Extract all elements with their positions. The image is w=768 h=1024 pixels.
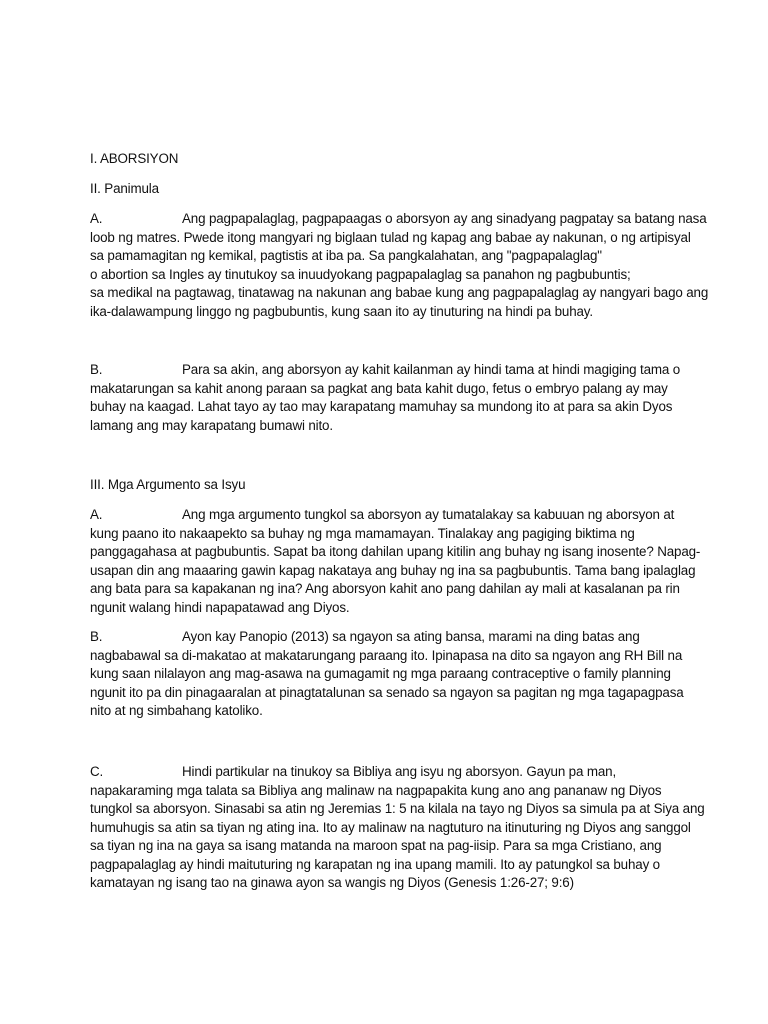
paragraph-line: usapan din ang maaaring gawin kapag nakataya ang buhay ng ina sa pagbubuntis. Tama bang ipalaglag xyxy=(90,562,696,578)
paragraph-line: loob ng matres. Pwede itong mangyari ng biglaan tulad ng kapag ang babae ay nakunan, o ng artipisyal xyxy=(90,229,691,245)
paragraph-marker: A. xyxy=(90,507,103,522)
paragraph-line: panggagahasa at pagbubuntis. Sapat ba itong dahilan upang kitilin ang buhay ng isang inosente? Napag- xyxy=(90,544,701,559)
paragraph-line: Hindi partikular na tinukoy sa Bibliya ang isyu ng aborsyon. Gayun pa man, xyxy=(182,764,617,779)
paragraph-line: Ayon kay Panopio (2013) sa ngayon sa ating bansa, marami na ding batas ang xyxy=(182,629,640,644)
paragraph-line: kung saan nilalayon ang mag-asawa na gumagamit ng mga paraang contraceptive o family planning xyxy=(90,666,671,681)
paragraph-marker: B. xyxy=(90,362,103,377)
paragraph-line: sa medikal na pagtawag, tinatawag na nakunan ang babae kung ang pagpapalaglag ay nangyari bago ang xyxy=(90,285,709,300)
paragraph-line: buhay na kaagad. Lahat tayo ay tao may karapatang mamuhay sa mundong ito at para sa akin Dyos xyxy=(90,399,673,414)
paragraph-line: ika-dalawampung linggo ng pagbubuntis, kung saan ito ay tinuturing na hindi pa buhay. xyxy=(90,303,593,319)
paragraph-argumento-b xyxy=(90,628,690,721)
paragraph-line: sa pamamagitan ng kemikal, pagtistis at iba pa. Sa pangkalahatan, ang "pagpapalaglag" xyxy=(90,248,602,263)
paragraph-line: Para sa akin, ang aborsyon ay kahit kailanman ay hindi tama at hindi magiging tama o xyxy=(182,362,681,377)
paragraph-line: kamatayan ng isang tao na ginawa ayon sa wangis ng Diyos (Genesis 1:26-27; 9:6) xyxy=(90,875,574,890)
paragraph-line: lamang ang may karapatang bumawi nito. xyxy=(90,417,333,433)
paragraph-line: tungkol sa aborsyon. Sinasabi sa atin ng Jeremias 1: 5 na kilala na tayo ng Diyos sa simula pa at Siya ang xyxy=(90,801,705,816)
paragraph-line: Ang pagpapalaglag, pagpapaagas o aborsyon ay ang sinadyang pagpatay sa batang nasa xyxy=(182,211,707,226)
paragraph-line: makatarungan sa kahit anong paraan sa pagkat ang bata kahit dugo, fetus o embryo palang ay may xyxy=(90,380,668,396)
paragraph-line: Ang mga argumento tungkol sa aborsyon ay tumatalakay sa kabuuan ng aborsyon at xyxy=(182,507,675,522)
paragraph-line: ang bata para sa kapakanan ng ina? Ang aborsyon kahit ano pang dahilan ay mali at kasalanan pa rin xyxy=(90,581,680,596)
paragraph-marker: B. xyxy=(90,629,103,644)
heading-mga-argumento: III. Mga Argumento sa Isyu xyxy=(90,477,246,492)
paragraph-line: humuhugis sa atin sa tiyan ng ating ina. Ito ay malinaw na nagtuturo na itinuturing ng Diyos ang sanggol xyxy=(90,819,691,835)
paragraph-line: nagbabawal sa di-makatao at makatarungang paraang ito. Ipinapasa na dito sa ngayon ang RH Bill na xyxy=(90,647,683,663)
paragraph-argumento-a xyxy=(90,506,701,617)
paragraph-marker: C. xyxy=(90,764,104,779)
paragraph-line: pagpapalaglag ay hindi maituturing ng karapatan ng ina upang mamili. Ito ay patungkol sa buhay o xyxy=(90,856,660,872)
paragraph-line: nito at ng simbahang katoliko. xyxy=(90,703,263,718)
paragraph-argumento-c xyxy=(90,763,705,893)
paragraph-line: ngunit walang hindi napapatawad ang Diyos. xyxy=(90,599,350,615)
heading-aborsiyon: I. ABORSIYON xyxy=(90,151,179,166)
paragraph-line: napakaraming mga talata sa Bibliya ang malinaw na nagpapakita kung ano ang pananaw ng Diyos xyxy=(90,782,662,798)
paragraph-panimula-a xyxy=(90,210,709,321)
paragraph-line: o abortion sa Ingles ay tinutukoy sa inuudyokang pagpapalaglag sa panahon ng pagbubuntis; xyxy=(90,266,631,282)
heading-panimula: II. Panimula xyxy=(90,181,159,196)
paragraph-panimula-b xyxy=(90,361,690,435)
paragraph-line: ngunit ito pa din pinagaaralan at pinagtatalunan sa senado sa ngayon sa pagitan ng mga tagapagpasa xyxy=(90,684,684,700)
paragraph-line: kung paano ito nakaapekto sa buhay ng mga mamamayan. Tinalakay ang pagiging biktima ng xyxy=(90,525,635,541)
paragraph-line: sa tiyan ng ina na gaya sa isang matanda na maroon spat na pag-iisip. Para sa mga Cristiano, ang xyxy=(90,838,662,853)
paragraph-marker: A. xyxy=(90,211,103,226)
